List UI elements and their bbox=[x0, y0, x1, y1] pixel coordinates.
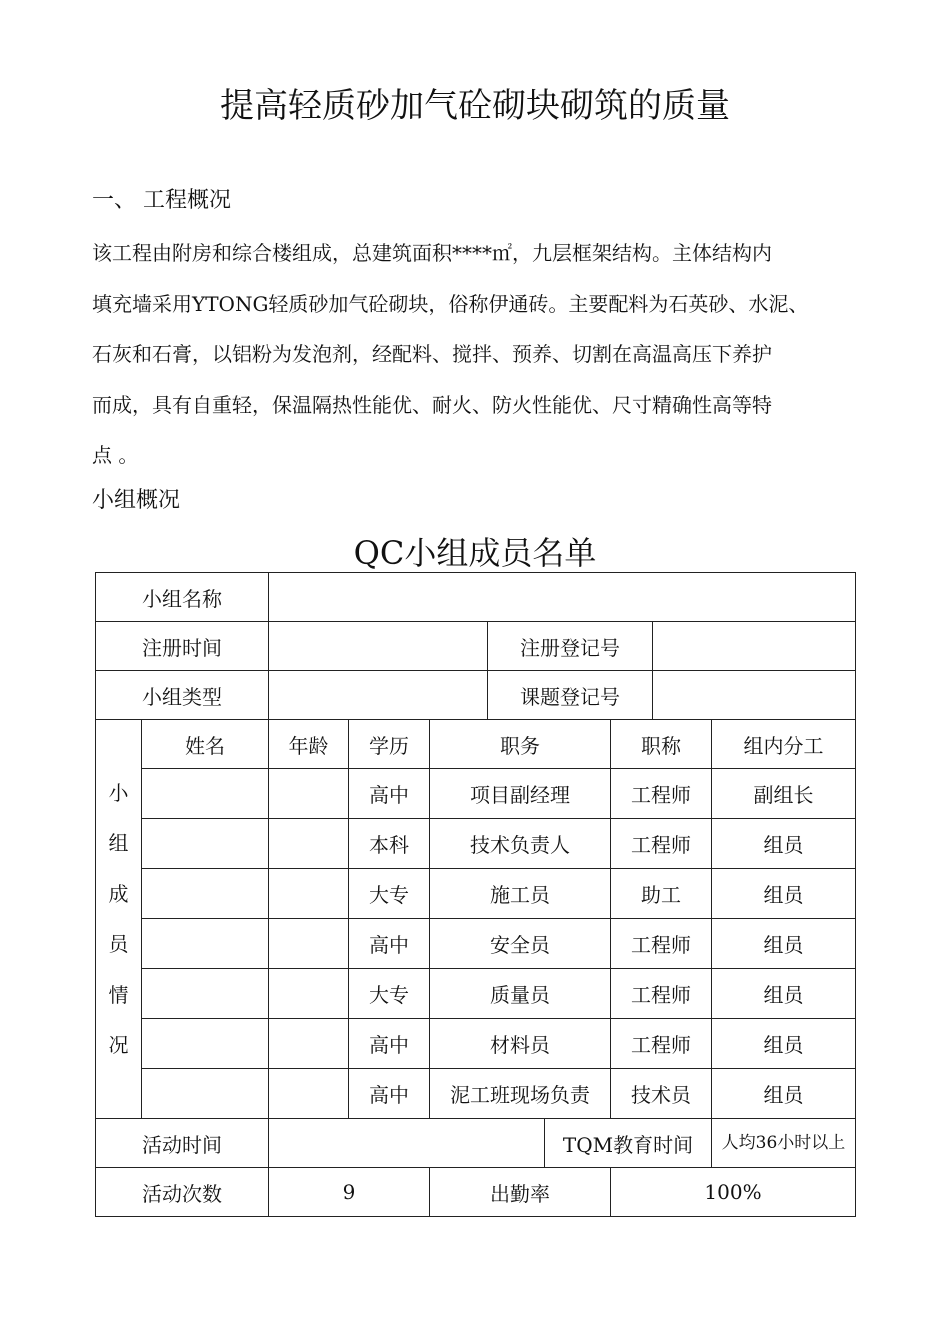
member-role: 组员 bbox=[712, 969, 856, 1019]
tqm-label: TQM教育时间 bbox=[545, 1119, 712, 1168]
header-title: 职称 bbox=[611, 720, 712, 769]
member-role: 组员 bbox=[712, 1019, 856, 1069]
member-section-char: 员 bbox=[108, 932, 129, 956]
table-row bbox=[96, 1069, 856, 1119]
member-header-row bbox=[96, 720, 856, 769]
attendance-label: 出勤率 bbox=[430, 1168, 611, 1217]
paragraph-line: 而成，具有自重轻，保温隔热性能优、耐火、防火性能优、尺寸精确性高等特 bbox=[92, 392, 772, 417]
group-name-label: 小组名称 bbox=[96, 573, 269, 622]
group-type-label: 小组类型 bbox=[96, 671, 269, 720]
activity-time-value[interactable] bbox=[269, 1119, 545, 1168]
member-title: 工程师 bbox=[611, 969, 712, 1019]
member-position: 材料员 bbox=[430, 1019, 611, 1069]
member-age[interactable] bbox=[269, 919, 349, 969]
table-row bbox=[96, 969, 856, 1019]
paragraph-line: 填充墙采用YTONG轻质砂加气砼砌块，俗称伊通砖。主要配料为石英砂、水泥、 bbox=[92, 291, 809, 316]
header-role: 组内分工 bbox=[712, 720, 856, 769]
member-name[interactable] bbox=[142, 1069, 269, 1119]
table-row bbox=[96, 819, 856, 869]
activity-count-label: 活动次数 bbox=[96, 1168, 269, 1217]
overview-paragraph bbox=[92, 228, 882, 481]
activity-time-label: 活动时间 bbox=[96, 1119, 269, 1168]
member-education: 高中 bbox=[349, 769, 430, 819]
member-role: 组员 bbox=[712, 869, 856, 919]
header-name: 姓名 bbox=[142, 720, 269, 769]
table-row bbox=[96, 622, 856, 671]
member-education: 本科 bbox=[349, 819, 430, 869]
member-name[interactable] bbox=[142, 869, 269, 919]
member-role: 组员 bbox=[712, 819, 856, 869]
member-position: 安全员 bbox=[430, 919, 611, 969]
table-row bbox=[96, 869, 856, 919]
member-title: 工程师 bbox=[611, 819, 712, 869]
group-name-value[interactable] bbox=[269, 573, 856, 622]
member-title: 工程师 bbox=[611, 769, 712, 819]
member-title: 助工 bbox=[611, 869, 712, 919]
document-title: 提高轻质砂加气砼砌块砌筑的质量 bbox=[220, 86, 730, 126]
member-name[interactable] bbox=[142, 819, 269, 869]
member-title: 工程师 bbox=[611, 1019, 712, 1069]
member-name[interactable] bbox=[142, 969, 269, 1019]
paragraph-line: 石灰和石膏，以铝粉为发泡剂，经配料、搅拌、预养、切割在高温高压下养护 bbox=[92, 342, 772, 366]
reg-time-value[interactable] bbox=[269, 622, 488, 671]
member-section-char: 况 bbox=[108, 1033, 129, 1057]
member-title: 工程师 bbox=[611, 919, 712, 969]
member-education: 大专 bbox=[349, 869, 430, 919]
section-heading-group: 小组概况 bbox=[92, 488, 181, 513]
member-age[interactable] bbox=[269, 869, 349, 919]
table-row bbox=[96, 1019, 856, 1069]
member-position: 质量员 bbox=[430, 969, 611, 1019]
reg-time-label: 注册时间 bbox=[96, 622, 269, 671]
member-role: 组员 bbox=[712, 919, 856, 969]
header-position: 职务 bbox=[430, 720, 611, 769]
member-name[interactable] bbox=[142, 919, 269, 969]
member-education: 高中 bbox=[349, 919, 430, 969]
qc-member-table bbox=[95, 572, 856, 1217]
member-role: 副组长 bbox=[712, 769, 856, 819]
member-position: 泥工班现场负责 bbox=[430, 1069, 611, 1119]
table-row bbox=[96, 919, 856, 969]
table-row bbox=[96, 573, 856, 622]
member-name[interactable] bbox=[142, 769, 269, 819]
member-role: 组员 bbox=[712, 1069, 856, 1119]
member-education: 大专 bbox=[349, 969, 430, 1019]
member-section-label bbox=[96, 720, 142, 1119]
section-heading-overview: 一、 工程概况 bbox=[92, 188, 231, 213]
member-age[interactable] bbox=[269, 819, 349, 869]
header-education: 学历 bbox=[349, 720, 430, 769]
member-position: 技术负责人 bbox=[430, 819, 611, 869]
member-position: 项目副经理 bbox=[430, 769, 611, 819]
group-type-value[interactable] bbox=[269, 671, 488, 720]
member-education: 高中 bbox=[349, 1069, 430, 1119]
table-row bbox=[96, 1168, 856, 1217]
member-age[interactable] bbox=[269, 769, 349, 819]
header-age: 年龄 bbox=[269, 720, 349, 769]
member-age[interactable] bbox=[269, 1019, 349, 1069]
table-row bbox=[96, 671, 856, 720]
member-section-char: 情 bbox=[108, 982, 129, 1007]
activity-count-value: 9 bbox=[269, 1168, 430, 1217]
member-section-char: 小 bbox=[108, 780, 129, 805]
reg-no-label: 注册登记号 bbox=[488, 622, 653, 671]
paragraph-line: 点 。 bbox=[92, 443, 139, 467]
attendance-value: 100% bbox=[611, 1168, 856, 1217]
topic-no-label: 课题登记号 bbox=[488, 671, 653, 720]
table-row bbox=[96, 769, 856, 819]
member-education: 高中 bbox=[349, 1019, 430, 1069]
tqm-value: 人均36小时以上 bbox=[712, 1119, 856, 1168]
member-section-char: 成 bbox=[108, 881, 129, 906]
member-section-char: 组 bbox=[108, 831, 129, 855]
topic-no-value[interactable] bbox=[653, 671, 856, 720]
table-title: QC小组成员名单 bbox=[353, 534, 597, 572]
member-title: 技术员 bbox=[611, 1069, 712, 1119]
reg-no-value[interactable] bbox=[653, 622, 856, 671]
member-age[interactable] bbox=[269, 1069, 349, 1119]
table-row bbox=[96, 1119, 856, 1168]
member-position: 施工员 bbox=[430, 869, 611, 919]
paragraph-line: 该工程由附房和综合楼组成，总建筑面积****㎡，九层框架结构。主体结构内 bbox=[92, 241, 772, 265]
member-name[interactable] bbox=[142, 1019, 269, 1069]
member-age[interactable] bbox=[269, 969, 349, 1019]
